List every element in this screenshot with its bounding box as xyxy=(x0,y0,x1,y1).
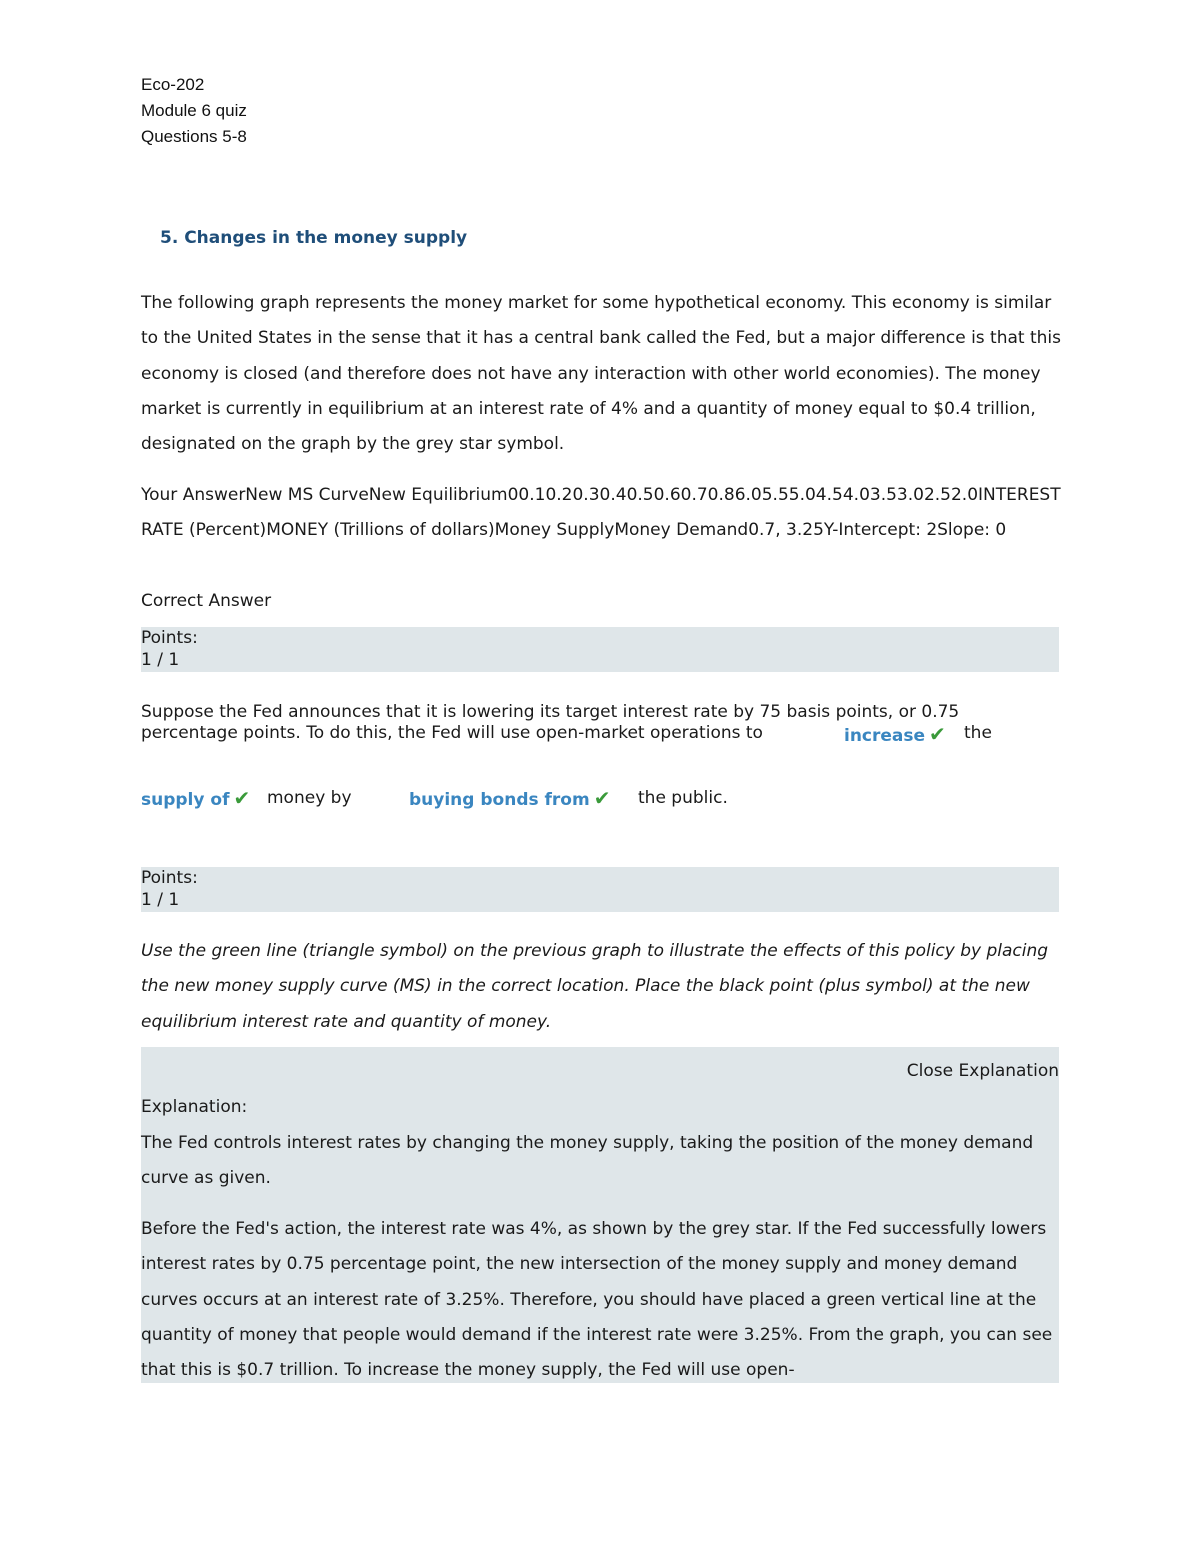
question-title: 5. Changes in the money supply xyxy=(160,228,468,248)
points-panel xyxy=(141,627,1059,672)
question-intro: The following graph represents the money market for some hypothetical economy. This economy is similar to the United States in the sense that it has a central bank called the Fed, but a major difference is that this economy is closed (and therefore does not have any interaction with other world economies). The money market is currently in equilibrium at an interest rate of 4% and a quantity of money equal to $0.4 trillion, designated on the graph by the grey star symbol. xyxy=(141,293,1062,455)
text-after-answer2: money by xyxy=(267,788,352,808)
graph-instruction: Use the green line (triangle symbol) on the previous graph to illustrate the effects of this policy by placing the new money supply curve (MS) in the correct location. Place the black point (plus symbol) at the new equilibrium interest rate and quantity of money. xyxy=(141,941,1049,1032)
points-value: 1 / 1 xyxy=(141,650,180,670)
explanation-label: Explanation: xyxy=(141,1097,248,1117)
explanation-paragraph: Before the Fed's action, the interest rate was 4%, as shown by the grey star. If the Fed successfully lowers interest rates by 0.75 percentage point, the new intersection of the money supply and money demand curves occurs at an interest rate of 3.25%. Therefore, you should have placed a green vertical line at the quantity of money that people would demand if the interest rate were 3.25%. From the graph, you can see that this is $0.7 trillion. To increase the money supply, the Fed will use open- xyxy=(141,1219,1053,1381)
answer-dropdown-target[interactable] xyxy=(141,786,250,810)
correct-answer-label: Correct Answer xyxy=(141,591,272,611)
document-header xyxy=(141,72,247,150)
graph-alt-text: Your AnswerNew MS CurveNew Equilibrium00.10.20.30.40.50.60.70.86.05.55.04.54.03.53.02.52.0INTEREST RATE (Percent)MONEY (Trillions of dollars)Money SupplyMoney Demand0.7, 3.25Y-Intercept: 2Slope: 0 xyxy=(141,485,1061,541)
points-panel xyxy=(141,867,1059,912)
check-icon: ✔ xyxy=(233,786,251,810)
answer-target-value: supply of xyxy=(141,790,230,810)
course-code: Eco-202 xyxy=(141,75,205,94)
text-after-answer3: the public. xyxy=(638,788,728,808)
check-icon: ✔ xyxy=(929,722,946,746)
answer-method-value: buying bonds from xyxy=(409,790,590,810)
answer-direction-value: increase xyxy=(844,726,926,746)
policy-question-text: Suppose the Fed announces that it is lowering its target interest rate by 75 basis points, or 0.75 percentage points. To do this, the Fed will use open-market operations to xyxy=(141,702,960,743)
check-icon: ✔ xyxy=(593,786,611,810)
explanation-panel xyxy=(141,1047,1059,1383)
points-label: Points: xyxy=(141,628,198,648)
points-value: 1 / 1 xyxy=(141,890,180,910)
close-explanation-link[interactable]: Close Explanation xyxy=(906,1061,1059,1081)
text-after-answer1: the xyxy=(964,723,992,743)
answer-dropdown-direction[interactable] xyxy=(844,722,946,746)
questions-range: Questions 5-8 xyxy=(141,127,247,146)
answer-dropdown-method[interactable] xyxy=(409,786,610,810)
points-label: Points: xyxy=(141,868,198,888)
module-title: Module 6 quiz xyxy=(141,101,247,120)
explanation-paragraph: The Fed controls interest rates by changing the money supply, taking the position of the money demand curve as given. xyxy=(141,1133,1034,1189)
